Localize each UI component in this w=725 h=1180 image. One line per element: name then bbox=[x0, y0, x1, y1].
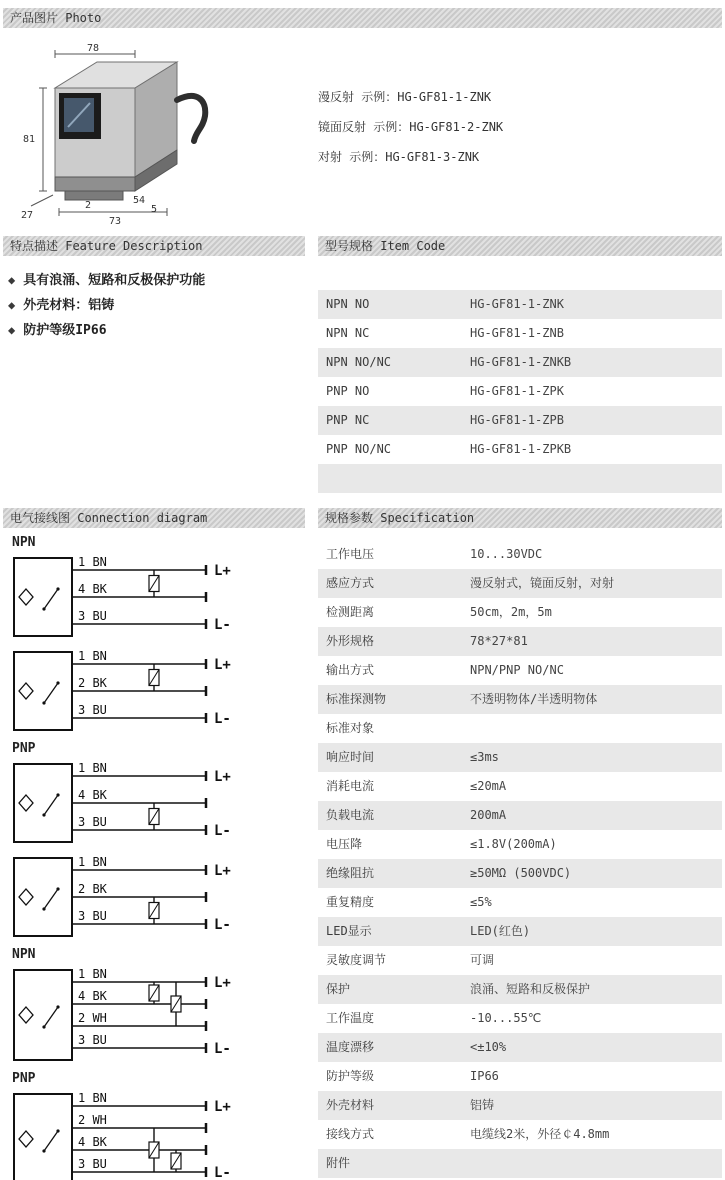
lplus-label: L+ bbox=[214, 657, 231, 673]
spec-row bbox=[318, 569, 722, 598]
spec-value: ≤5% bbox=[470, 895, 492, 909]
wire-label: 3 BU bbox=[78, 1033, 107, 1047]
item-code-section-header: 型号规格 Item Code bbox=[318, 236, 722, 256]
spec-label: 附件 bbox=[326, 1156, 351, 1170]
wiring-diagram bbox=[6, 758, 306, 848]
spec-value: 不透明物体/半透明物体 bbox=[470, 692, 598, 706]
item-code-type: PNP NO bbox=[326, 384, 370, 398]
item-code-type: NPN NO bbox=[326, 297, 370, 311]
diamond-bullet-icon: ◆ bbox=[8, 323, 16, 337]
item-code-model: HG-GF81-1-ZPB bbox=[470, 413, 564, 427]
wire-label: 4 BK bbox=[78, 1135, 107, 1149]
spec-row bbox=[318, 598, 722, 627]
spec-value bbox=[470, 714, 722, 743]
dim-54-label: 54 bbox=[133, 195, 146, 206]
dim-73-label: 73 bbox=[109, 216, 122, 227]
item-code-model: HG-GF81-1-ZPK bbox=[470, 384, 564, 398]
wire-label: 2 WH bbox=[78, 1011, 107, 1025]
spec-row bbox=[318, 975, 722, 1004]
wire-label: 2 WH bbox=[78, 1113, 107, 1127]
lplus-label: L+ bbox=[214, 975, 231, 991]
item-code-row bbox=[318, 464, 722, 493]
spec-value: <±10% bbox=[470, 1040, 507, 1054]
item-code-model: HG-GF81-1-ZNKB bbox=[470, 355, 572, 369]
lplus-label: L+ bbox=[214, 769, 231, 785]
item-code-model: HG-GF81-1-ZPKB bbox=[470, 442, 572, 456]
spec-value: LED(红色) bbox=[470, 924, 531, 938]
item-code-row bbox=[318, 319, 722, 348]
spec-value: 电缆线2米，外径￠4.8mm bbox=[470, 1127, 610, 1141]
dim-5-label: 5 bbox=[151, 204, 158, 215]
spec-row bbox=[318, 859, 722, 888]
spec-value: IP66 bbox=[470, 1069, 499, 1083]
example-mirror: 镜面反射 示例：HG-GF81-2-ZNK bbox=[318, 120, 504, 134]
feature-section-header: 特点描述 Feature Description bbox=[3, 236, 305, 256]
item-code-table bbox=[318, 290, 722, 493]
feature-item bbox=[8, 318, 308, 343]
spec-label: 负载电流 bbox=[326, 808, 375, 822]
item-code-model: HG-GF81-1-ZNK bbox=[470, 297, 564, 311]
spec-row bbox=[318, 917, 722, 946]
spec-value: 78*27*81 bbox=[470, 634, 528, 648]
spec-row bbox=[318, 540, 722, 569]
wiring-diagram bbox=[6, 964, 306, 1066]
item-code-type: PNP NO/NC bbox=[326, 442, 392, 456]
wire-label: 3 BU bbox=[78, 815, 107, 829]
item-code-row bbox=[318, 406, 722, 435]
item-code-type: PNP NC bbox=[326, 413, 370, 427]
spec-value: 200mA bbox=[470, 808, 507, 822]
spec-row bbox=[318, 1004, 722, 1033]
wire-label: 1 BN bbox=[78, 555, 107, 569]
spec-label: 标准探测物 bbox=[326, 692, 387, 706]
dim-27-label: 27 bbox=[21, 210, 34, 221]
spec-label: 温度漂移 bbox=[326, 1040, 375, 1054]
wire-label: 3 BU bbox=[78, 703, 107, 717]
item-code-row bbox=[318, 435, 722, 464]
wiring-diagram bbox=[6, 852, 306, 942]
feature-item bbox=[8, 268, 308, 293]
spec-label: 绝缘阻抗 bbox=[326, 866, 375, 880]
spec-label: 外形规格 bbox=[326, 634, 375, 648]
spec-label: 消耗电流 bbox=[326, 779, 375, 793]
optic-diamond-icon bbox=[19, 1007, 33, 1023]
spec-row bbox=[318, 888, 722, 917]
sensor-cable bbox=[177, 96, 205, 141]
spec-label: 响应时间 bbox=[326, 750, 375, 764]
spec-value: 铝铸 bbox=[470, 1098, 495, 1112]
optic-diamond-icon bbox=[19, 683, 33, 699]
item-code-model: HG-GF81-1-ZNB bbox=[470, 326, 564, 340]
spec-row bbox=[318, 685, 722, 714]
spec-row bbox=[318, 1062, 722, 1091]
wire-label: 1 BN bbox=[78, 649, 107, 663]
dim-height-label: 81 bbox=[23, 134, 36, 145]
wiring-diagram bbox=[6, 552, 306, 642]
spec-row bbox=[318, 1033, 722, 1062]
spec-row bbox=[318, 1091, 722, 1120]
wire-label: 2 BK bbox=[78, 676, 107, 690]
optic-diamond-icon bbox=[19, 1131, 33, 1147]
spec-row bbox=[318, 830, 722, 859]
wiring-diagram bbox=[6, 646, 306, 736]
wire-label: 1 BN bbox=[78, 855, 107, 869]
spec-value: ≥50MΩ (500VDC) bbox=[470, 866, 572, 880]
diamond-bullet-icon: ◆ bbox=[8, 298, 16, 312]
spec-row bbox=[318, 1149, 722, 1178]
wiring-diagram bbox=[6, 1088, 306, 1180]
wire-label: 4 BK bbox=[78, 582, 107, 596]
spec-table bbox=[318, 540, 722, 1178]
diagram-group-label: NPN bbox=[12, 947, 36, 962]
wire-label: 1 BN bbox=[78, 761, 107, 775]
product-drawing bbox=[15, 40, 315, 230]
spec-label: 感应方式 bbox=[326, 576, 375, 590]
example-through: 对射 示例：HG-GF81-3-ZNK bbox=[318, 150, 480, 164]
spec-label: 标准对象 bbox=[326, 721, 375, 735]
feature-item-text: 具有浪涌、短路和反极保护功能 bbox=[23, 273, 206, 288]
wire-label: 4 BK bbox=[78, 989, 107, 1003]
item-code-row bbox=[318, 290, 722, 319]
spec-row bbox=[318, 801, 722, 830]
dim-width-label: 78 bbox=[87, 43, 100, 54]
diagram-group-label: PNP bbox=[12, 741, 36, 756]
wire-label: 3 BU bbox=[78, 609, 107, 623]
spec-label: 工作温度 bbox=[326, 1011, 375, 1025]
spec-value: -10...55℃ bbox=[470, 1011, 542, 1025]
item-code-row bbox=[318, 348, 722, 377]
wire-label: 3 BU bbox=[78, 1157, 107, 1171]
spec-label: 保护 bbox=[326, 982, 351, 996]
spec-value bbox=[470, 1149, 722, 1178]
feature-item-text: 外壳材料：铝铸 bbox=[23, 298, 115, 313]
spec-value: 漫反射式，镜面反射，对射 bbox=[470, 576, 615, 590]
spec-label: 工作电压 bbox=[326, 547, 375, 561]
spec-value: ≤3ms bbox=[470, 750, 499, 764]
lplus-label: L+ bbox=[214, 1099, 231, 1115]
item-code-row bbox=[318, 377, 722, 406]
spec-label: LED显示 bbox=[326, 924, 372, 938]
dim-2-label: 2 bbox=[85, 200, 92, 211]
wire-label: 3 BU bbox=[78, 909, 107, 923]
item-code-type: NPN NC bbox=[326, 326, 370, 340]
spec-row bbox=[318, 772, 722, 801]
spec-label: 检测距离 bbox=[326, 605, 375, 619]
diagram-group-label: NPN bbox=[12, 535, 36, 550]
wire-label: 4 BK bbox=[78, 788, 107, 802]
item-code-type: NPN NO/NC bbox=[326, 355, 392, 369]
optic-diamond-icon bbox=[19, 795, 33, 811]
connection-section-header: 电气接线图 Connection diagram bbox=[3, 508, 305, 528]
spec-value: 可调 bbox=[470, 953, 495, 967]
wiring-diagrams bbox=[6, 534, 314, 1180]
feature-list bbox=[8, 268, 308, 343]
spec-label: 外壳材料 bbox=[326, 1098, 375, 1112]
lplus-label: L+ bbox=[214, 563, 231, 579]
spec-label: 接线方式 bbox=[326, 1127, 375, 1141]
lminus-label: L- bbox=[214, 711, 231, 727]
spec-value: ≤1.8V(200mA) bbox=[470, 837, 557, 851]
model-examples bbox=[318, 82, 503, 172]
spec-row bbox=[318, 627, 722, 656]
wire-label: 1 BN bbox=[78, 967, 107, 981]
spec-section-header: 规格参数 Specification bbox=[318, 508, 722, 528]
spec-value: 50cm，2m，5m bbox=[470, 605, 552, 619]
spec-row bbox=[318, 714, 722, 743]
wire-label: 1 BN bbox=[78, 1091, 107, 1105]
spec-label: 输出方式 bbox=[326, 663, 375, 677]
lminus-label: L- bbox=[214, 823, 231, 839]
lplus-label: L+ bbox=[214, 863, 231, 879]
diamond-bullet-icon: ◆ bbox=[8, 273, 16, 287]
spec-label: 防护等级 bbox=[326, 1069, 375, 1083]
example-diffuse: 漫反射 示例：HG-GF81-1-ZNK bbox=[318, 90, 492, 104]
optic-diamond-icon bbox=[19, 589, 33, 605]
spec-label: 重复精度 bbox=[326, 895, 375, 909]
spec-value: ≤20mA bbox=[470, 779, 507, 793]
lminus-label: L- bbox=[214, 1165, 231, 1180]
feature-item bbox=[8, 293, 308, 318]
spec-value: 浪涌、短路和反极保护 bbox=[470, 982, 591, 996]
item-code-type bbox=[318, 464, 470, 493]
sensor-body bbox=[55, 62, 205, 200]
lminus-label: L- bbox=[214, 917, 231, 933]
lminus-label: L- bbox=[214, 617, 231, 633]
spec-value: 10...30VDC bbox=[470, 547, 543, 561]
item-code-model bbox=[470, 464, 722, 493]
feature-item-text: 防护等级IP66 bbox=[23, 323, 107, 338]
spec-value: NPN/PNP NO/NC bbox=[470, 663, 564, 677]
lminus-label: L- bbox=[214, 1041, 231, 1057]
optic-diamond-icon bbox=[19, 889, 33, 905]
spec-row bbox=[318, 1120, 722, 1149]
spec-label: 灵敏度调节 bbox=[326, 953, 387, 967]
spec-row bbox=[318, 743, 722, 772]
photo-section-header: 产品图片 Photo bbox=[3, 8, 722, 28]
spec-row bbox=[318, 656, 722, 685]
wire-label: 2 BK bbox=[78, 882, 107, 896]
spec-label: 电压降 bbox=[326, 837, 363, 851]
diagram-group-label: PNP bbox=[12, 1071, 36, 1086]
spec-row bbox=[318, 946, 722, 975]
